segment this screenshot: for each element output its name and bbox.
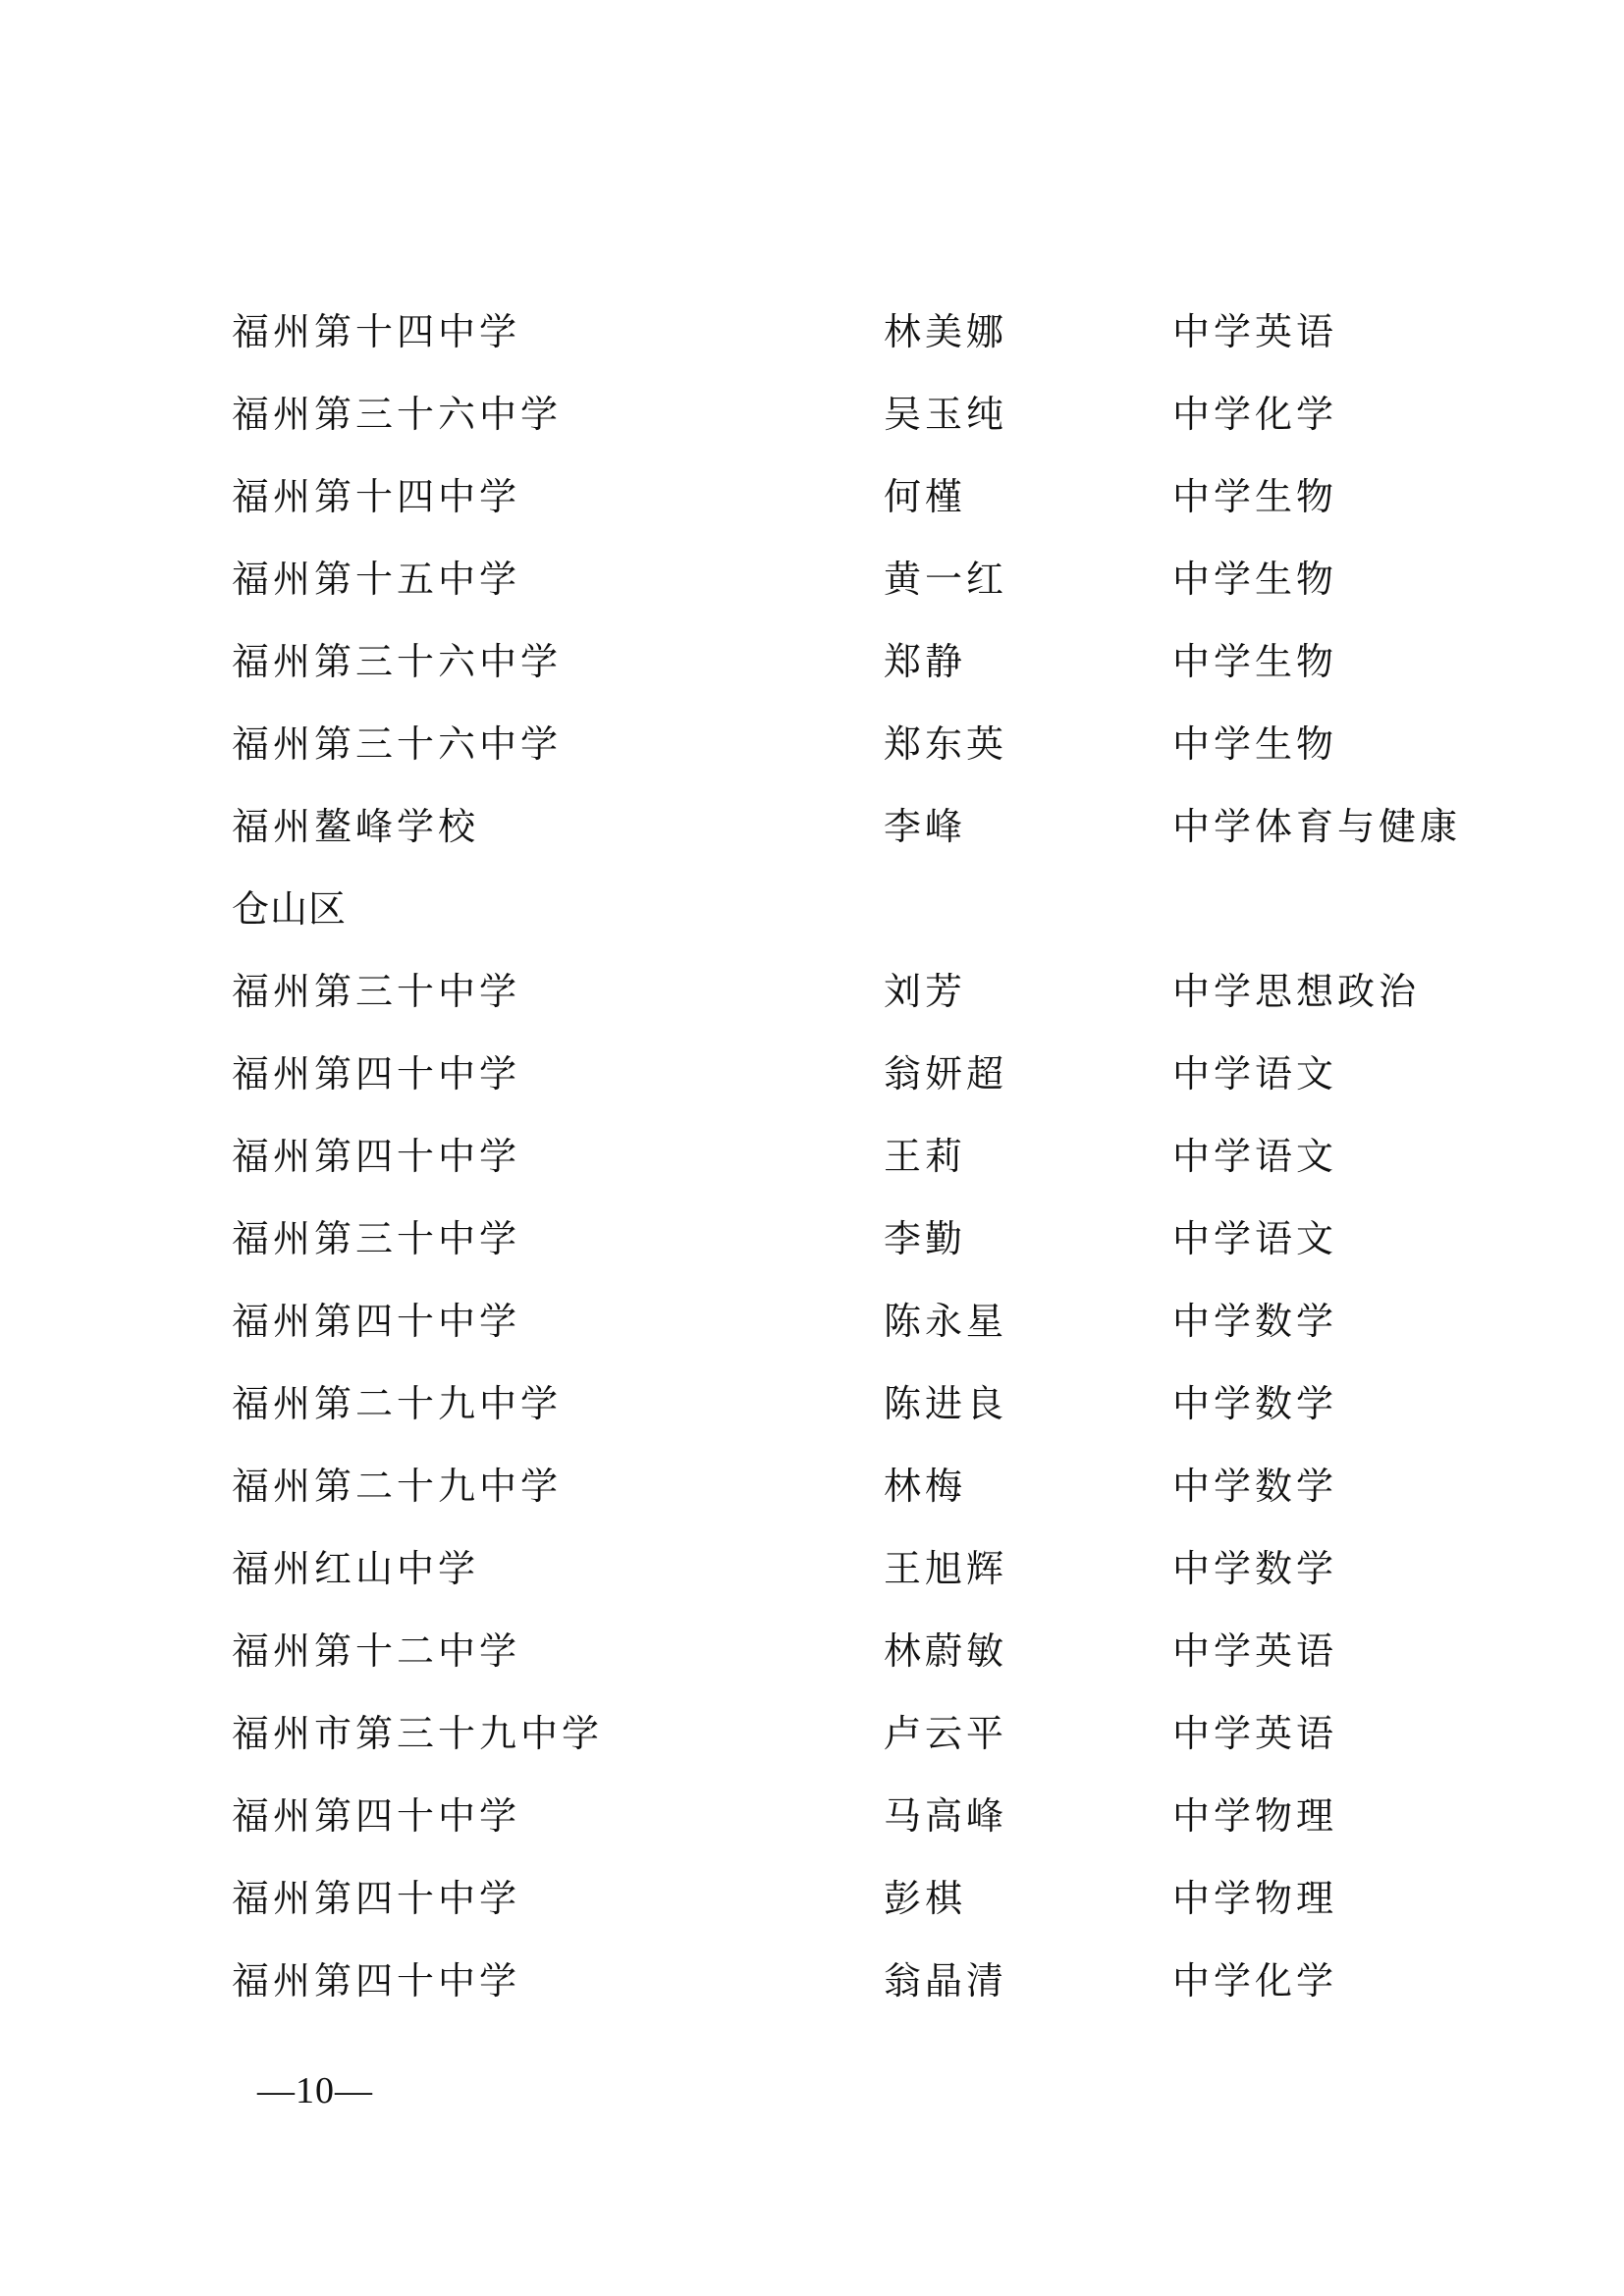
school-name: 福州第四十中学: [232, 1877, 521, 1920]
teacher-name: 林蔚敏: [884, 1629, 1008, 1673]
list-item: [232, 703, 1459, 785]
teacher-name: 林美娜: [884, 310, 1008, 353]
school-name: 福州第十五中学: [232, 558, 521, 601]
list-item: [232, 1198, 1459, 1280]
list-item: [232, 1527, 1459, 1610]
school-name: 福州鳌峰学校: [232, 805, 480, 848]
subject: 中学数学: [1172, 1382, 1338, 1425]
list-item: [232, 1280, 1459, 1362]
teacher-name: 翁晶清: [884, 1959, 1008, 2002]
subject: 中学物理: [1172, 1877, 1338, 1920]
list-item: [232, 455, 1459, 538]
teacher-name: 吴玉纯: [884, 393, 1008, 436]
teacher-name: 彭棋: [884, 1877, 967, 1920]
subject: 中学英语: [1172, 1629, 1338, 1673]
list-item: [232, 1940, 1459, 2022]
teacher-name: 陈永星: [884, 1300, 1008, 1343]
list-item: [232, 538, 1459, 620]
teacher-name: 马高峰: [884, 1794, 1008, 1838]
subject: 中学体育与健康: [1172, 805, 1462, 848]
list-item: [232, 1033, 1459, 1115]
school-name: 福州第二十九中学: [232, 1465, 563, 1508]
list-item: [232, 950, 1459, 1033]
teacher-name: 翁妍超: [884, 1052, 1008, 1095]
school-name: 福州第三十中学: [232, 970, 521, 1013]
subject: 中学生物: [1172, 475, 1338, 518]
teacher-list: [232, 291, 1462, 2022]
page-number: —10—: [257, 2070, 373, 2111]
list-item: [232, 785, 1462, 868]
subject: 中学语文: [1172, 1052, 1338, 1095]
subject: 中学英语: [1172, 1712, 1338, 1755]
teacher-name: 郑东英: [884, 722, 1008, 766]
school-name: 福州第十四中学: [232, 310, 521, 353]
school-name: 福州第十二中学: [232, 1629, 521, 1673]
subject: 中学生物: [1172, 558, 1338, 601]
list-item: [232, 1610, 1459, 1692]
school-name: 福州第三十六中学: [232, 393, 563, 436]
school-name: 福州市第三十九中学: [232, 1712, 604, 1755]
teacher-name: 刘芳: [884, 970, 967, 1013]
subject: 中学数学: [1172, 1465, 1338, 1508]
list-item: [232, 1775, 1459, 1857]
list-item: [232, 291, 1459, 373]
list-item: [232, 1692, 1459, 1775]
school-name: 福州第三十六中学: [232, 640, 563, 683]
subject: 中学语文: [1172, 1217, 1338, 1260]
school-name: 福州第三十六中学: [232, 722, 563, 766]
teacher-name: 林梅: [884, 1465, 967, 1508]
teacher-name: 黄一红: [884, 558, 1008, 601]
subject: 中学化学: [1172, 1959, 1338, 2002]
teacher-name: 李勤: [884, 1217, 967, 1260]
subject: 中学化学: [1172, 393, 1338, 436]
school-name: 福州第四十中学: [232, 1300, 521, 1343]
subject: 中学生物: [1172, 640, 1338, 683]
list-item: [232, 1362, 1459, 1445]
list-item: [232, 1445, 1459, 1527]
school-name: 福州第四十中学: [232, 1794, 521, 1838]
teacher-name: 李峰: [884, 805, 967, 848]
school-name: 福州红山中学: [232, 1547, 480, 1590]
school-name: 福州第三十中学: [232, 1217, 521, 1260]
list-item: [232, 1857, 1459, 1940]
subject: 中学思想政治: [1172, 970, 1421, 1013]
teacher-name: 陈进良: [884, 1382, 1008, 1425]
teacher-name: 郑静: [884, 640, 967, 683]
school-name: 福州第十四中学: [232, 475, 521, 518]
subject: 中学数学: [1172, 1300, 1338, 1343]
school-name: 福州第四十中学: [232, 1135, 521, 1178]
subject: 中学物理: [1172, 1794, 1338, 1838]
list-item: [232, 620, 1459, 703]
list-item: [232, 1115, 1459, 1198]
teacher-name: 何槿: [884, 475, 967, 518]
district-heading: 仓山区: [232, 887, 348, 931]
subject: 中学数学: [1172, 1547, 1338, 1590]
list-item: [232, 373, 1459, 455]
teacher-name: 王旭辉: [884, 1547, 1008, 1590]
school-name: 福州第四十中学: [232, 1959, 521, 2002]
subject: 中学语文: [1172, 1135, 1338, 1178]
subject: 中学英语: [1172, 310, 1338, 353]
subject: 中学生物: [1172, 722, 1338, 766]
school-name: 福州第四十中学: [232, 1052, 521, 1095]
teacher-name: 卢云平: [884, 1712, 1008, 1755]
school-name: 福州第二十九中学: [232, 1382, 563, 1425]
teacher-name: 王莉: [884, 1135, 967, 1178]
